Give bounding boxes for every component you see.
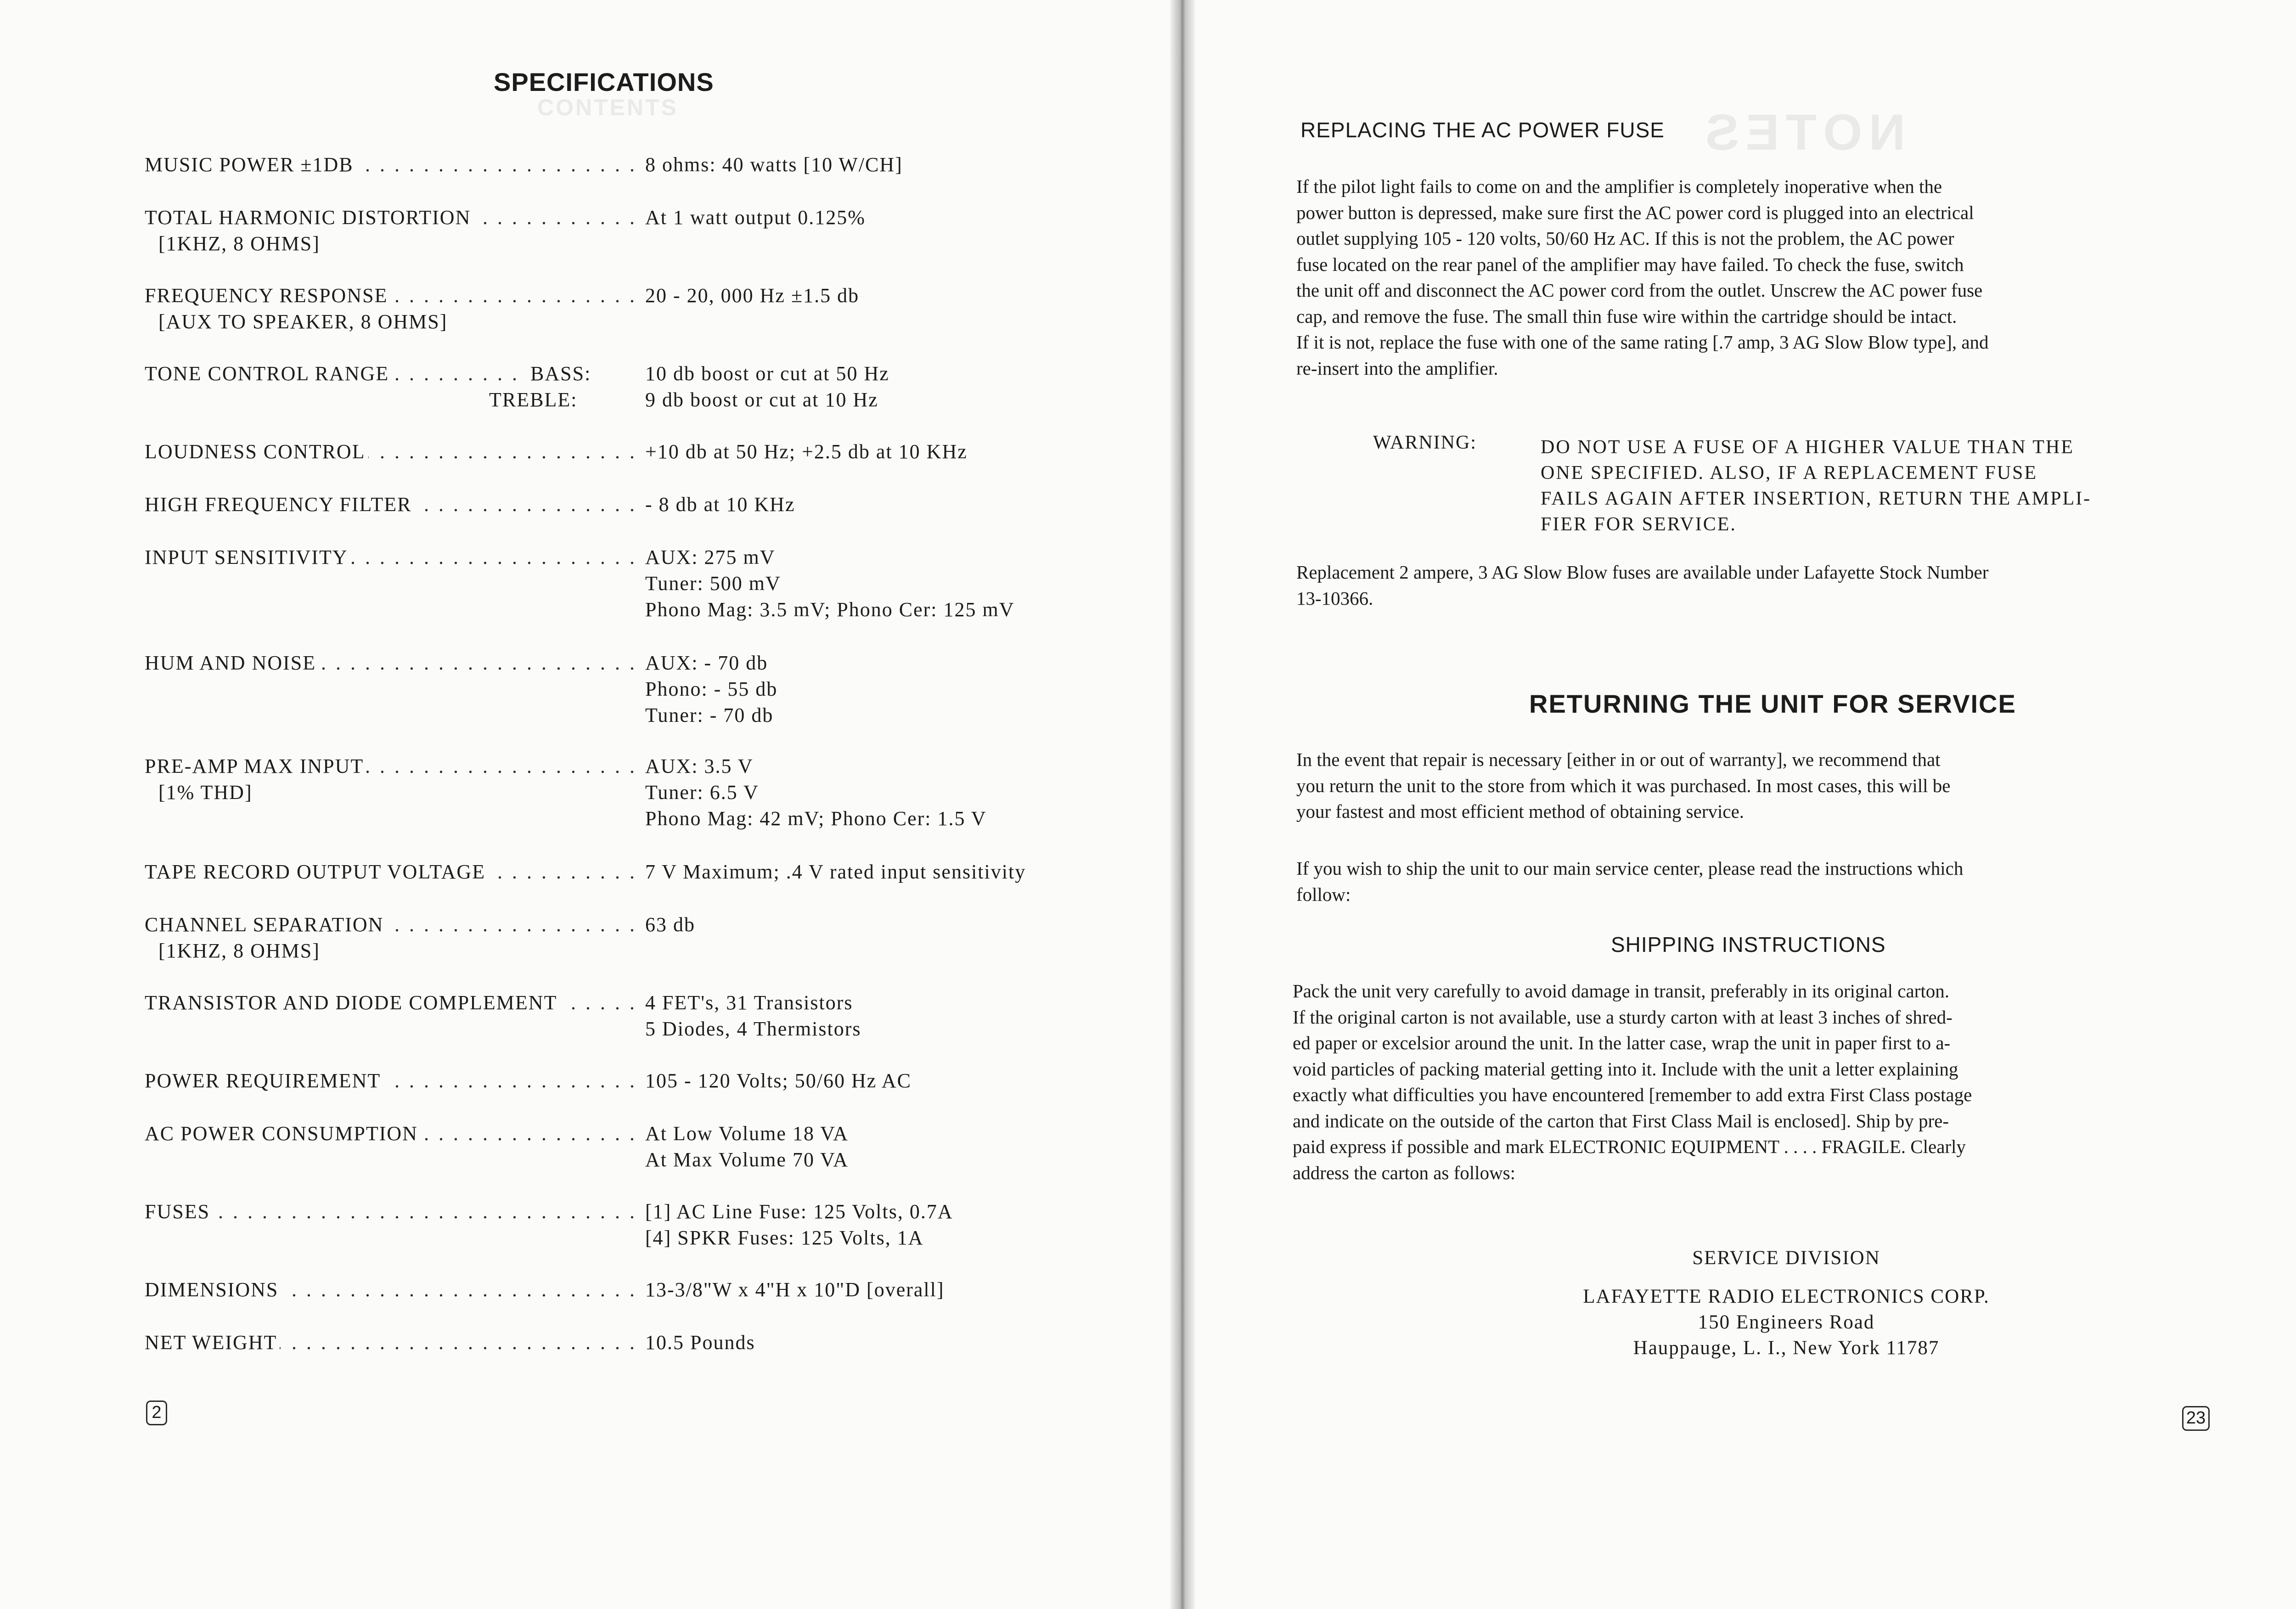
spec-value-line: 20 - 20, 000 Hz ±1.5 db — [645, 284, 860, 307]
warning-text — [1541, 434, 2091, 537]
spec-value-line: At Low Volume 18 VA — [645, 1122, 849, 1145]
spec-label — [145, 650, 643, 676]
spec-value — [645, 1198, 953, 1251]
spec-label-text: POWER REQUIREMENT — [145, 1069, 383, 1092]
spec-label-text: PRE-AMP MAX INPUT — [145, 755, 366, 777]
spec-value-line: Phono Mag: 3.5 mV; Phono Cer: 125 mV — [645, 598, 1015, 621]
spec-label-text: TONE CONTROL RANGE — [145, 362, 392, 385]
show-through-text: NOTES — [1699, 104, 1905, 161]
ship-intro — [1296, 855, 1963, 907]
spec-label — [145, 360, 526, 387]
show-through-text: CONTENTS — [537, 95, 678, 120]
spec-label-text: AC POWER CONSUMPTION — [145, 1122, 421, 1145]
spec-label-text: HUM AND NOISE — [145, 652, 319, 674]
spec-value-line: 13-3/8"W x 4"H x 10"D [overall] — [645, 1278, 945, 1301]
address-city: Hauppauge, L. I., New York 11787 — [1633, 1337, 1940, 1359]
spec-label — [145, 1198, 643, 1225]
fuse-paragraph-line: If the pilot light fails to come on and the amplifier is completely inoperative when the — [1296, 176, 1942, 197]
service-address — [1492, 1245, 2080, 1361]
spec-value-line: 63 db — [645, 913, 695, 936]
spec-value-line: 4 FET's, 31 Transistors — [645, 991, 853, 1014]
spec-value-line: Tuner: 500 mV — [645, 572, 781, 595]
bass-label: BASS: — [530, 362, 591, 385]
spec-value-line: [1] AC Line Fuse: 125 Volts, 0.7A — [645, 1200, 953, 1223]
returning-paragraph — [1296, 747, 1950, 825]
spec-label — [145, 1120, 643, 1147]
replacement-text — [1296, 559, 1988, 611]
spec-value-line: Tuner: 6.5 V — [645, 781, 759, 804]
shipping-heading: SHIPPING INSTRUCTIONS — [1611, 933, 1886, 956]
replacement-line: 13-10366. — [1296, 587, 1373, 609]
address-division: SERVICE DIVISION — [1692, 1247, 1880, 1269]
spec-label — [145, 282, 643, 309]
spec-label-text: TAPE RECORD OUTPUT VOLTAGE — [145, 861, 488, 883]
spec-value-line: AUX: - 70 db — [645, 652, 768, 674]
shipping-line: Pack the unit very carefully to avoid damage in transit, preferably in its original carton. — [1293, 980, 1949, 1001]
spec-label — [145, 439, 643, 465]
spec-label — [145, 152, 643, 178]
spec-value-line: 105 - 120 Volts; 50/60 Hz AC — [645, 1069, 912, 1092]
spec-label-text: DIMENSIONS — [145, 1278, 281, 1301]
address-street: 150 Engineers Road — [1698, 1311, 1875, 1333]
shipping-line: paid express if possible and mark ELECTRONIC EQUIPMENT . . . . FRAGILE. Clearly — [1293, 1136, 1966, 1157]
spec-value-line: +10 db at 50 Hz; +2.5 db at 10 KHz — [645, 440, 968, 463]
fuse-paragraph-line: cap, and remove the fuse. The small thin fuse wire within the cartridge should be intact. — [1296, 305, 1957, 327]
spec-value — [645, 491, 795, 518]
spec-value-line: - 8 db at 10 KHz — [645, 493, 795, 516]
spec-sublabel: [AUX TO SPEAKER, 8 OHMS] — [158, 310, 448, 333]
spec-label-text: FUSES — [145, 1200, 213, 1223]
spec-label-text: INPUT SENSITIVITY — [145, 546, 351, 568]
spec-label — [145, 753, 643, 779]
spec-value-line: At 1 watt output 0.125% — [645, 206, 866, 229]
spec-value-line: Tuner: - 70 db — [645, 704, 774, 726]
spec-label-text: FREQUENCY RESPONSE — [145, 284, 390, 307]
returning-line: your fastest and most efficient method of obtaining service. — [1296, 801, 1745, 822]
fuse-paragraph-line: outlet supplying 105 - 120 volts, 50/60 Hz AC. If this is not the problem, the AC power — [1296, 228, 1954, 249]
shipping-line: void particles of packing material getting into it. Include with the unit a letter explaining — [1293, 1058, 1958, 1080]
spec-label — [145, 1329, 643, 1356]
spec-value — [645, 1329, 755, 1356]
spec-value — [645, 911, 695, 938]
fuse-paragraph-line: the unit off and disconnect the AC power cord from the outlet. Unscrew the AC power fuse — [1296, 280, 1983, 301]
spec-value — [645, 1277, 945, 1303]
spec-label — [145, 491, 643, 518]
spec-label-text: HIGH FREQUENCY FILTER — [145, 493, 414, 516]
shipping-line: If the original carton is not available, use a sturdy carton with at least 3 inches of shred- — [1293, 1006, 1953, 1028]
shipping-line: address the carton as follows: — [1293, 1162, 1516, 1183]
fuse-heading: REPLACING THE AC POWER FUSE — [1300, 118, 1665, 142]
spec-sublabel: [1% THD] — [158, 781, 253, 804]
spec-value — [645, 650, 777, 728]
ship-intro-line: follow: — [1296, 883, 1351, 905]
spec-value — [645, 282, 859, 309]
spec-value-line: At Max Volume 70 VA — [645, 1148, 849, 1171]
spec-label — [145, 1068, 643, 1094]
spec-value — [645, 1068, 912, 1094]
ship-intro-line: If you wish to ship the unit to our main service center, please read the instructions which — [1296, 858, 1964, 879]
spec-value-line: AUX: 275 mV — [645, 546, 776, 568]
spec-value — [645, 859, 1026, 885]
spec-label — [145, 990, 643, 1016]
fuse-paragraph-line: power button is depressed, make sure first the AC power cord is plugged into an electrical — [1296, 202, 1974, 223]
spec-label-text: NET WEIGHT — [145, 1331, 280, 1354]
spec-label-text: CHANNEL SEPARATION — [145, 913, 386, 936]
spec-sublabel: [1KHZ, 8 OHMS] — [158, 232, 320, 255]
warning-line: FIER FOR SERVICE. — [1541, 514, 1737, 535]
specifications-title: SPECIFICATIONS — [494, 68, 714, 96]
returning-heading: RETURNING THE UNIT FOR SERVICE — [1529, 689, 2016, 718]
spec-value — [645, 204, 866, 231]
spec-label — [145, 544, 643, 570]
spec-value-line: Phono: - 55 db — [645, 678, 778, 700]
spec-value-line: Phono Mag: 42 mV; Phono Cer: 1.5 V — [645, 807, 987, 830]
book-gutter — [1170, 0, 1195, 1609]
spec-value-line: 8 ohms: 40 watts [10 W/CH] — [645, 153, 903, 176]
shipping-paragraph — [1293, 978, 1972, 1186]
returning-line: you return the unit to the store from which it was purchased. In most cases, this will be — [1296, 775, 1951, 796]
page-number-right: 23 — [2182, 1406, 2210, 1431]
shipping-line: and indicate on the outside of the carton that First Class Mail is enclosed]. Ship by pre- — [1293, 1110, 1949, 1131]
spec-value-line: [4] SPKR Fuses: 125 Volts, 1A — [645, 1226, 924, 1249]
fuse-paragraph-line: If it is not, replace the fuse with one of the same rating [.7 amp, 3 AG Slow Blow type], and — [1296, 332, 1989, 353]
spec-value-line: 10 db boost or cut at 50 Hz — [645, 362, 889, 385]
spec-label-text: MUSIC POWER ±1DB — [145, 153, 356, 176]
spec-label — [145, 911, 643, 938]
spec-value — [645, 152, 903, 178]
spec-label-text: LOUDNESS CONTROL — [145, 440, 368, 463]
spec-value — [645, 439, 968, 465]
fuse-paragraph-line: fuse located on the rear panel of the amplifier may have failed. To check the fuse, switch — [1296, 253, 1964, 275]
returning-line: In the event that repair is necessary [either in or out of warranty], we recommend that — [1296, 749, 1941, 770]
spec-label — [145, 1277, 643, 1303]
spec-label — [145, 204, 643, 231]
fuse-paragraph — [1296, 174, 2244, 381]
treble-label: TREBLE: — [489, 388, 578, 411]
spec-value-line: AUX: 3.5 V — [645, 755, 754, 777]
replacement-line: Replacement 2 ampere, 3 AG Slow Blow fuses are available under Lafayette Stock Number — [1296, 562, 1989, 583]
spec-value — [645, 753, 987, 832]
spec-value — [645, 360, 889, 413]
spec-sublabel: [1KHZ, 8 OHMS] — [158, 940, 320, 962]
fuse-paragraph-line: re-insert into the amplifier. — [1296, 357, 1498, 379]
warning-label: WARNING: — [1373, 432, 1477, 453]
spec-value — [645, 990, 861, 1042]
warning-line: DO NOT USE A FUSE OF A HIGHER VALUE THAN THE — [1541, 437, 2074, 458]
spec-value-line: 9 db boost or cut at 10 Hz — [645, 388, 878, 411]
shipping-line: exactly what difficulties you have encountered [remember to add extra First Class postage — [1293, 1084, 1972, 1105]
shipping-line: ed paper or excelsior around the unit. In the latter case, wrap the unit in paper first to a- — [1293, 1032, 1951, 1053]
spec-label-text: TOTAL HARMONIC DISTORTION — [145, 206, 473, 229]
address-company: LAFAYETTE RADIO ELECTRONICS CORP. — [1583, 1286, 1990, 1307]
spec-value-line: 10.5 Pounds — [645, 1331, 755, 1354]
warning-line: FAILS AGAIN AFTER INSERTION, RETURN THE AMPLI- — [1541, 488, 2092, 509]
spec-value — [645, 1120, 849, 1173]
spec-value-line: 5 Diodes, 4 Thermistors — [645, 1018, 861, 1040]
spec-label-text: TRANSISTOR AND DIODE COMPLEMENT — [145, 991, 560, 1014]
warning-line: ONE SPECIFIED. ALSO, IF A REPLACEMENT FUSE — [1541, 462, 2038, 484]
spec-value-line: 7 V Maximum; .4 V rated input sensitivity — [645, 861, 1026, 883]
spec-value — [645, 544, 1015, 623]
spec-label — [145, 859, 643, 885]
page-number-left: 2 — [146, 1401, 167, 1425]
